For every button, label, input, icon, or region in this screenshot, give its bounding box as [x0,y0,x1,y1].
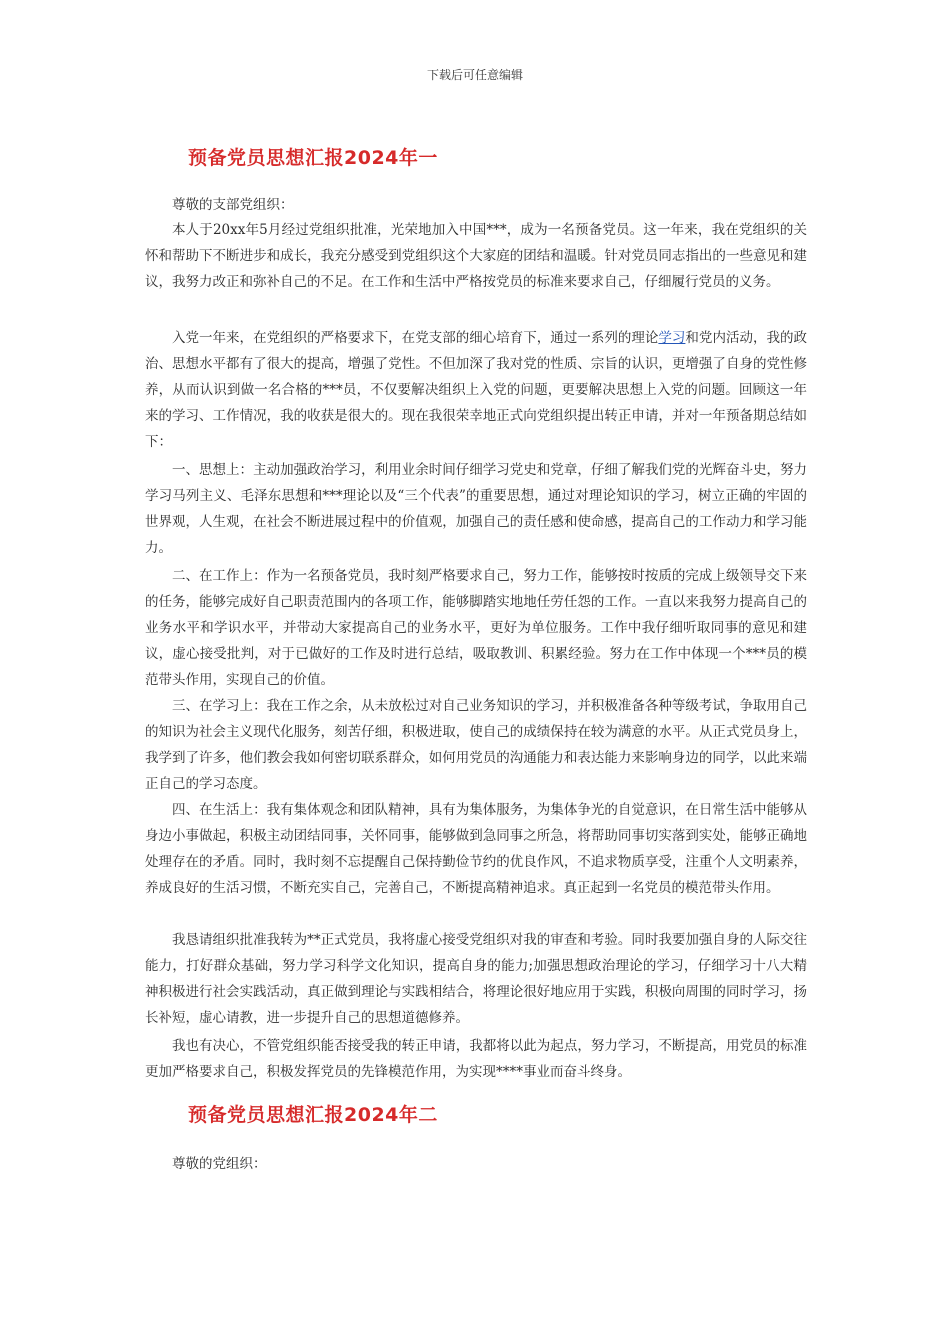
paragraph-3: 一、思想上：主动加强政治学习，利用业余时间仔细学习党史和党章，仔细了解我们党的光辉奋斗史，努力学习马列主义、毛泽东思想和***理论以及“三个代表”的重要思想，通过对理论知识的学习，树立正确的牢固的世界观，人生观，在社会不断进展过程中的价值观，加强自己的责任感和使命感，提高自己的工作动力和学习能力。 [145,462,807,556]
section-1-title: 预备党员思想汇报2024年一 [188,147,438,169]
paragraph-1: 本人于20xx年5月经过党组织批准，光荣地加入中国***，成为一名预备党员。这一年来，我在党组织的关怀和帮助下不断进步和成长，我充分感受到党组织这个大家庭的团结和温暖。针对党员同志指出的一些意见和建议，我努力改正和弥补自己的不足。在工作和生活中严格按党员的标准来要求自己，仔细履行党员的义务。 [145,222,807,290]
section-2-title: 预备党员思想汇报2024年二 [188,1104,438,1126]
section-2-salutation: 尊敬的党组织： [172,1156,267,1172]
paragraph-2-rest: 和党内活动，我的政治、思想水平都有了很大的提高，增强了党性。不但加深了我对党的性质、宗旨的认识，更增强了自身的党性修养，从而认识到做一名合格的***员，不仅要解决组织上入党的问题，更要解决思想上入党的问题。回顾这一年来的学习、工作情况，我的收获是很大的。现在我很荣幸地正式向党组织提出转正申请，并对一年预备期总结如下： [145,330,808,450]
study-link[interactable]: 学习 [658,330,686,346]
paragraph-2-lead: 入党一年来，在党组织的严格要求下，在党支部的细心培育下，通过一系列的理论 [172,330,659,346]
paragraph-4: 二、在工作上：作为一名预备党员，我时刻严格要求自己，努力工作，能够按时按质的完成上级领导交下来的任务，能够完成好自己职责范围内的各项工作，能够脚踏实地地任劳任怨的工作。一直以来我努力提高自己的业务水平和学识水平，并带动大家提高自己的业务水平，更好为单位服务。工作中我仔细听取同事的意见和建议，虚心接受批判，对于已做好的工作及时进行总结，吸取教训、积累经验。努力在工作中体现一个***员的模范带头作用，实现自己的价值。 [145,568,807,688]
paragraph-6: 四、在生活上：我有集体观念和团队精神，具有为集体服务，为集体争光的自觉意识，在日常生活中能够从身边小事做起，积极主动团结同事，关怀同事，能够做到急同事之所急，将帮助同事切实落到实处，能够正确地处理存在的矛盾。同时，我时刻不忘提醒自己保持勤俭节约的优良作风，不追求物质享受，注重个人文明素养，养成良好的生活习惯，不断充实自己，完善自己，不断提高精神追求。真正起到一名党员的模范带头作用。 [145,802,807,896]
paragraph-2 [145,325,807,455]
section-1-salutation: 尊敬的支部党组织： [172,197,294,213]
paragraph-8: 我也有决心，不管党组织能否接受我的转正申请，我都将以此为起点，努力学习，不断提高，用党员的标准更加严格要求自己，积极发挥党员的先锋模范作用，为实现****事业而奋斗终身。 [145,1038,807,1080]
paragraph-7: 我恳请组织批准我转为**正式党员，我将虚心接受党组织对我的审查和考验。同时我要加强自身的人际交往能力，打好群众基础，努力学习科学文化知识，提高自身的能力;加强思想政治理论的学习，仔细学习十八大精神积极进行社会实践活动，真正做到理论与实践相结合，将理论很好地应用于实践，积极向周围的同时学习，扬长补短，虚心请教，进一步提升自己的思想道德修养。 [145,932,807,1026]
paragraph-5: 三、在学习上：我在工作之余，从未放松过对自己业务知识的学习，并积极准备各种等级考试，争取用自己的知识为社会主义现代化服务，刻苦仔细，积极进取，使自己的成绩保持在较为满意的水平。从正式党员身上，我学到了许多，他们教会我如何密切联系群众，如何用党员的沟通能力和表达能力来影响身边的同学，以此来端正自己的学习态度。 [145,698,807,792]
page-header: 下载后可任意编辑 [426,68,523,82]
